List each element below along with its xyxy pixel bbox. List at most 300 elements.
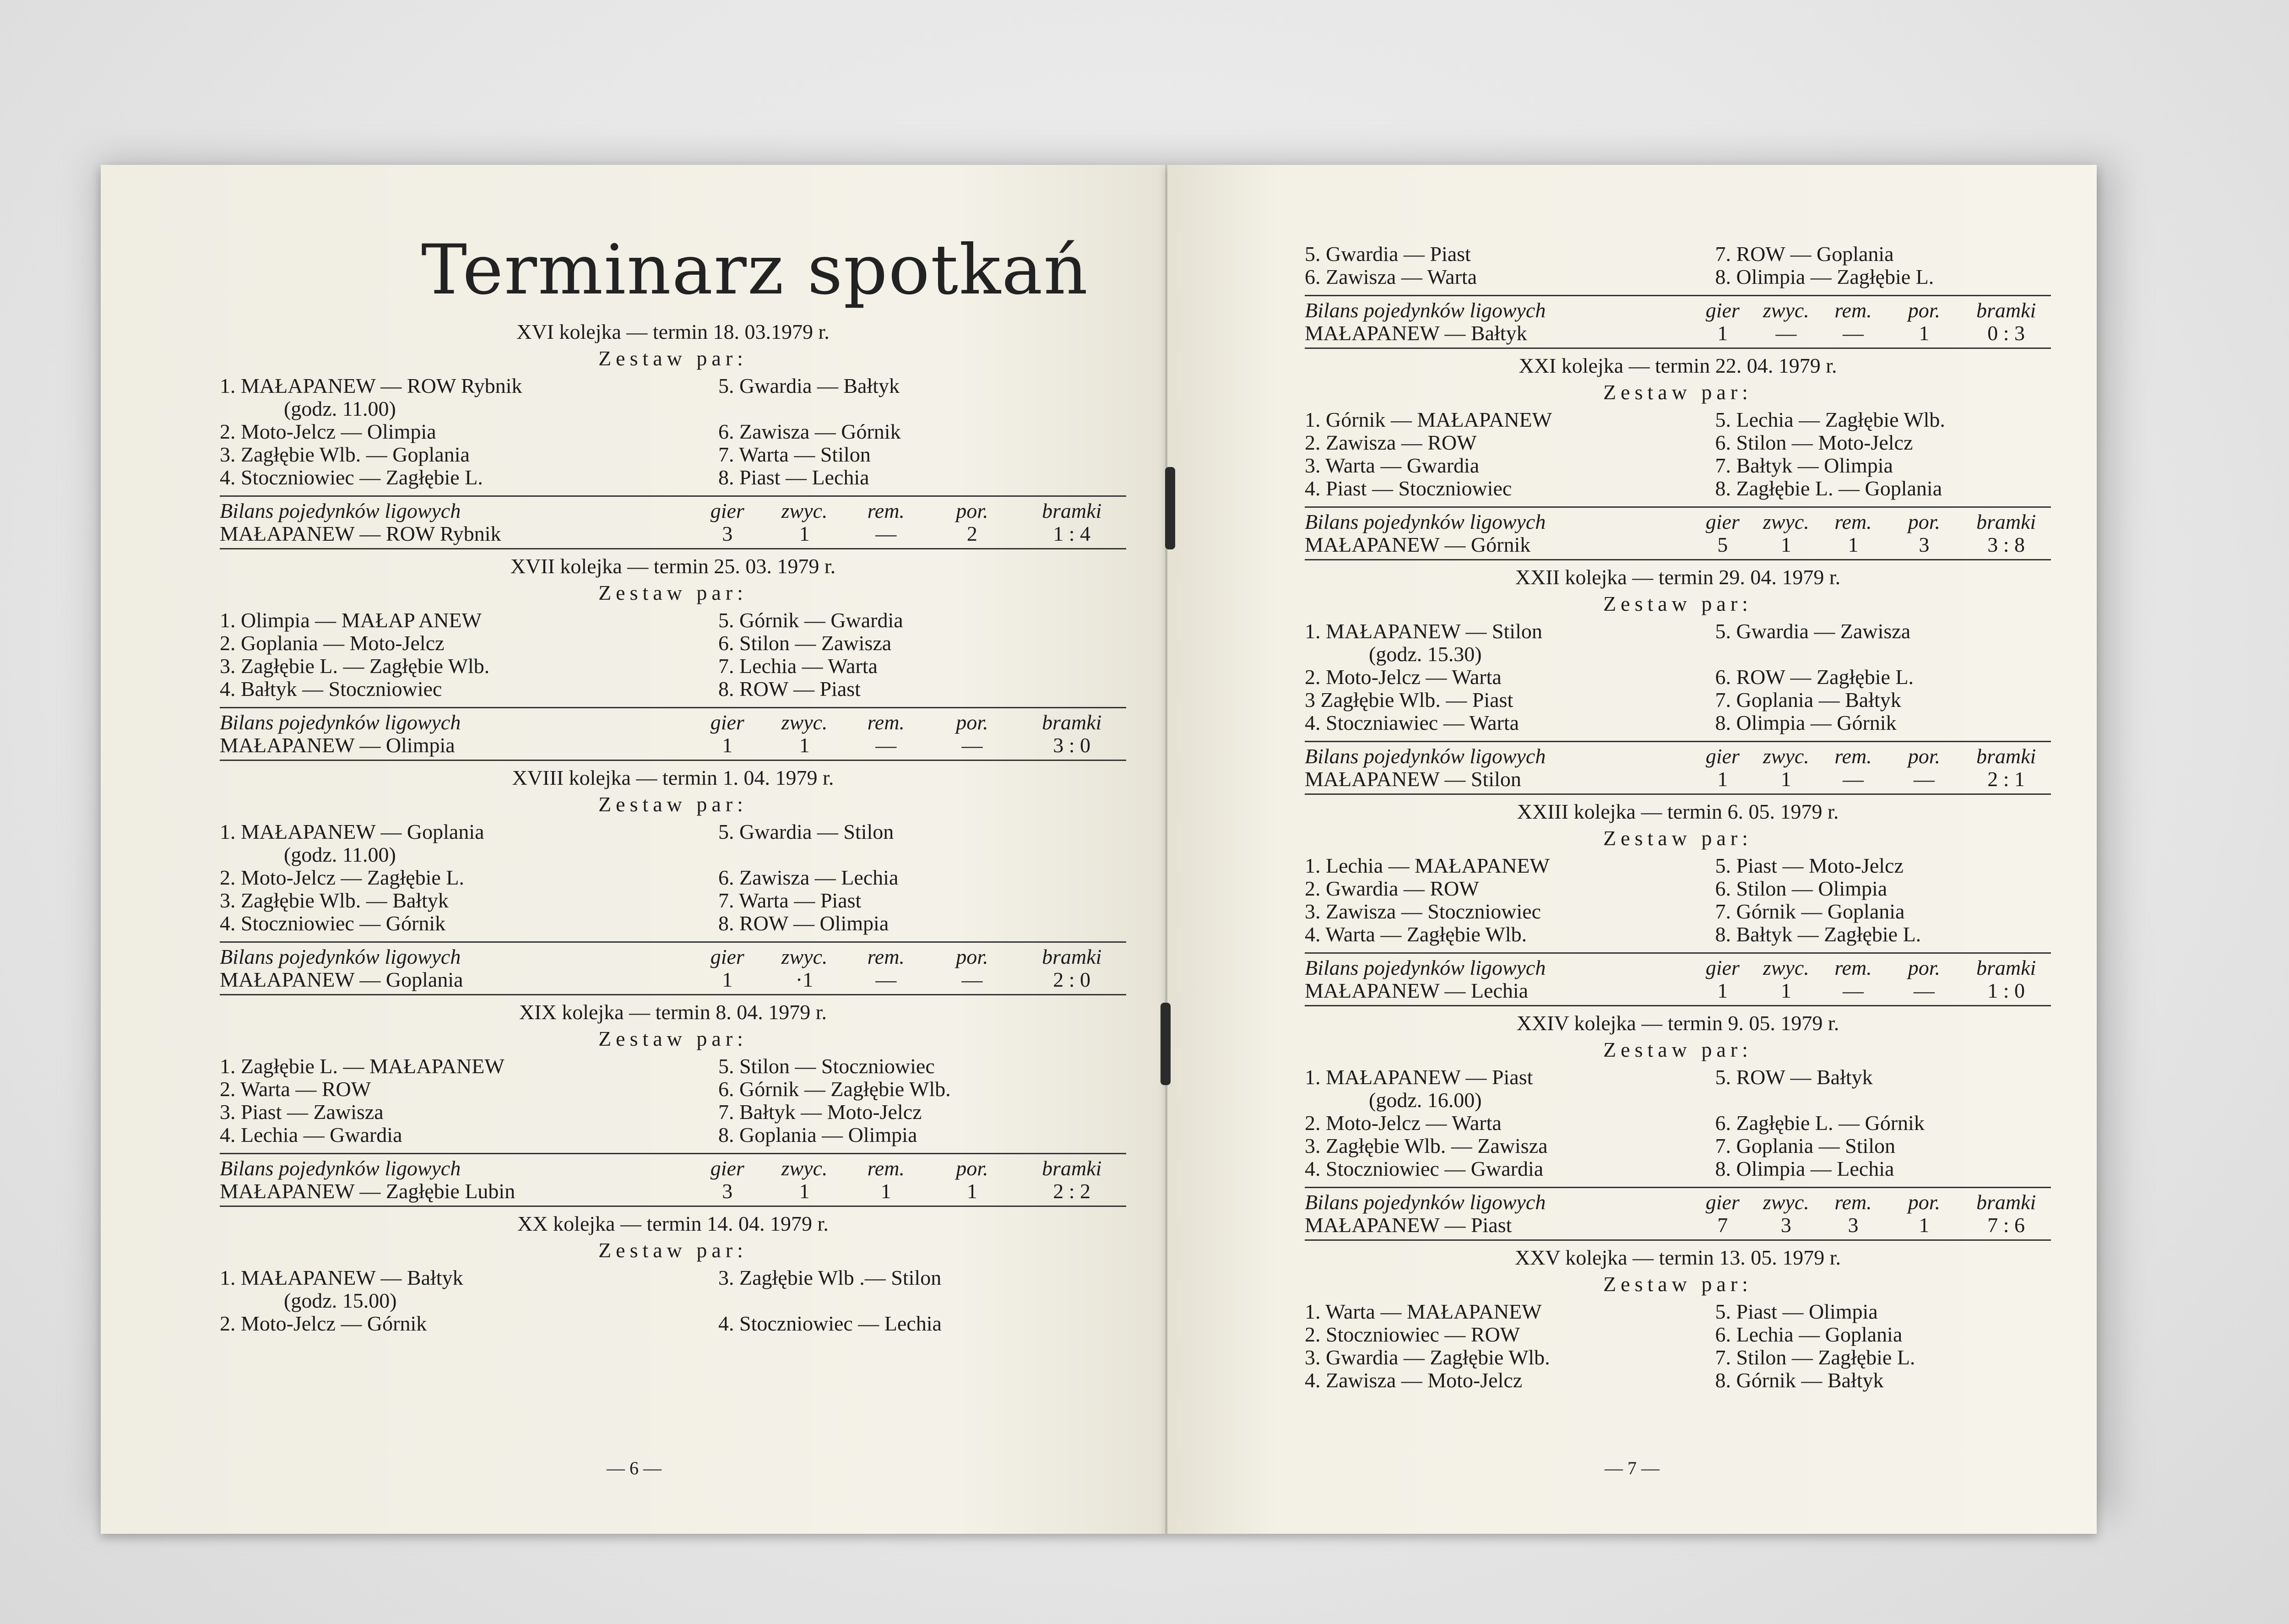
match-text: 6. Lechia — Goplania: [1715, 1323, 1903, 1346]
balance-header-zwyc: zwyc.: [1763, 299, 1809, 322]
match-text: 2. Moto-Jelcz — Olimpia: [220, 420, 436, 443]
match-text: 8. Górnik — Bałtyk: [1715, 1369, 1884, 1392]
balance-header-zwyc: zwyc.: [1763, 1190, 1809, 1214]
round-section: [1305, 1012, 2051, 1241]
pairs-label: Zestaw par:: [598, 347, 748, 370]
match-entry: [1715, 712, 2051, 734]
balance-label: Bilans pojedynków ligowych: [220, 1157, 461, 1180]
match-text: 8. Bałtyk — Zagłębie L.: [1715, 923, 1921, 946]
balance-team: MAŁAPANEW — Zagłębie Lubin: [220, 1179, 515, 1203]
balance-header-gier: gier: [1705, 299, 1740, 322]
balance-header-zwyc: zwyc.: [781, 945, 828, 968]
match-text: 6. Stilon — Zawisza: [718, 631, 892, 655]
balance-header-bramki: bramki: [1976, 956, 2036, 979]
match-text: 6. Zawisza — Warta: [1305, 265, 1477, 288]
pairs-label: Zestaw par:: [1603, 826, 1752, 850]
balance-value-bramki: 0 : 3: [1987, 321, 2025, 345]
match-entry: [718, 1078, 1126, 1101]
match-text: 5. Gwardia — Zawisza: [1715, 619, 1911, 643]
balance-value-gier: 1: [722, 968, 733, 991]
balance-header-por: por.: [956, 711, 988, 734]
match-text: 5. Gwardia — Stilon: [718, 820, 894, 843]
match-text: 6. Stilon — Moto-Jelcz: [1715, 431, 1913, 454]
balance-team: MAŁAPANEW — Bałtyk: [1305, 321, 1527, 345]
balance-value-zwyc: 3: [1780, 1213, 1791, 1237]
match-entry: [718, 1101, 1126, 1124]
pairs-label: Zestaw par:: [598, 793, 748, 816]
match-entry: [1305, 431, 1715, 454]
match-entry: [1715, 900, 2051, 923]
balance-header-rem: rem.: [1834, 956, 1872, 979]
balance-value-gier: 1: [722, 733, 733, 757]
page-number-left: — 6 —: [607, 1458, 662, 1478]
balance-header-bramki: bramki: [1041, 1157, 1102, 1180]
match-entry: [1305, 900, 1715, 923]
match-entry: [1715, 1112, 2051, 1135]
match-entry: [1305, 1066, 1715, 1112]
balance-header-rem: rem.: [1834, 744, 1872, 768]
balance-table: [1305, 506, 2051, 560]
continued-matches: [1305, 243, 2051, 288]
match-text: 8. Olimpia — Górnik: [1715, 711, 1897, 734]
match-entry: [1305, 1112, 1715, 1135]
staple-bottom: [1161, 1003, 1171, 1085]
balance-value-bramki: 7 : 6: [1987, 1213, 2025, 1237]
left-rounds: [220, 320, 1126, 1335]
match-text: 4. Stoczniowiec — Lechia: [718, 1312, 942, 1335]
match-entry: [1305, 477, 1715, 500]
match-text: 4. Stoczniowiec — Górnik: [220, 912, 446, 935]
match-text: 8. Goplania — Olimpia: [718, 1123, 917, 1146]
round-title: XVII kolejka — termin 25. 03. 1979 r.: [510, 554, 836, 578]
match-text: 7. Lechia — Warta: [718, 654, 878, 678]
balance-value-zwyc: 1: [1780, 533, 1791, 556]
balance-value-zwyc: 1: [1780, 767, 1791, 791]
match-entry: [718, 466, 1126, 489]
match-entry: [220, 375, 718, 420]
pairs-label: Zestaw par:: [598, 581, 748, 604]
balance-value-bramki: 1 : 0: [1987, 979, 2025, 1002]
balance-value-por: —: [961, 733, 983, 757]
match-entry: [1715, 1157, 2051, 1180]
match-entry: [1305, 1135, 1715, 1157]
balance-value-bramki: 2 : 0: [1053, 968, 1091, 991]
balance-header-por: por.: [1908, 510, 1941, 533]
match-entry: [1715, 431, 2051, 454]
round-title: XVI kolejka — termin 18. 03.1979 r.: [516, 320, 830, 343]
balance-label: Bilans pojedynków ligowych: [1305, 744, 1546, 768]
balance-label: Bilans pojedynków ligowych: [1305, 956, 1546, 979]
match-list: [1305, 854, 2051, 946]
balance-team: MAŁAPANEW — Górnik: [1305, 533, 1531, 556]
match-text: 5. Lechia — Zagłębie Wlb.: [1715, 408, 1945, 431]
match-entry: [718, 375, 1126, 420]
match-list: [220, 1055, 1126, 1146]
match-entry: [1305, 454, 1715, 477]
match-text: 8. Zagłębie L. — Goplania: [1715, 477, 1942, 500]
balance-value-por: —: [1913, 767, 1935, 791]
match-entry: [1305, 666, 1715, 689]
match-text: 3 Zagłębie Wlb. — Piast: [1305, 688, 1513, 712]
balance-header-bramki: bramki: [1976, 510, 2036, 533]
round-section: [220, 1212, 1126, 1335]
match-text: 6. ROW — Zagłębie L.: [1715, 665, 1914, 689]
match-entry: [220, 609, 718, 632]
match-entry: [1305, 1369, 1715, 1392]
balance-value-gier: 3: [722, 522, 733, 545]
balance-team: MAŁAPANEW — Lechia: [1305, 979, 1529, 1002]
match-time: (godz. 16.00): [1369, 1088, 1482, 1112]
match-entry: [718, 443, 1126, 466]
match-text: 2. Goplania — Moto-Jelcz: [220, 631, 445, 655]
match-text: 7. Bałtyk — Olimpia: [1715, 454, 1893, 477]
right-page-content: [1305, 243, 2051, 1392]
page-number-right: — 7 —: [1605, 1458, 1660, 1478]
match-text: 4. Lechia — Gwardia: [220, 1123, 402, 1146]
match-text: 4. Zawisza — Moto-Jelcz: [1305, 1369, 1523, 1392]
match-text: 3. Gwardia — Zagłębie Wlb.: [1305, 1346, 1550, 1369]
match-entry: [718, 655, 1126, 678]
balance-value-por: —: [961, 968, 983, 991]
balance-header-por: por.: [956, 945, 988, 968]
balance-table: [1305, 952, 2051, 1006]
balance-team: MAŁAPANEW — Stilon: [1305, 767, 1521, 791]
balance-value-zwyc: 1: [799, 733, 810, 757]
match-entry: [220, 678, 718, 701]
balance-header-rem: rem.: [1834, 510, 1872, 533]
match-entry: [1305, 1157, 1715, 1180]
match-list: [220, 1266, 1126, 1335]
balance-team: MAŁAPANEW — Piast: [1305, 1213, 1512, 1237]
balance-value-gier: 3: [722, 1179, 733, 1203]
match-entry: [1305, 877, 1715, 900]
match-list: [1305, 1066, 2051, 1180]
match-entry: [1715, 1066, 2051, 1112]
balance-team: MAŁAPANEW — ROW Rybnik: [220, 522, 501, 545]
match-text: 3. Zagłębie L. — Zagłębie Wlb.: [220, 654, 490, 678]
match-text: 2. Moto-Jelcz — Górnik: [220, 1312, 427, 1335]
balance-value-zwyc: ·1: [795, 968, 814, 991]
pairs-label: Zestaw par:: [1603, 1272, 1752, 1296]
match-entry: [1715, 408, 2051, 431]
match-entry: [220, 466, 718, 489]
match-text: 7. Goplania — Stilon: [1715, 1134, 1896, 1157]
balance-label: Bilans pojedynków ligowych: [1305, 510, 1546, 533]
match-text: 1. MAŁAPANEW — Goplania: [220, 820, 484, 843]
match-text: 5. Piast — Moto-Jelcz: [1715, 854, 1904, 877]
balance-header-por: por.: [1908, 956, 1941, 979]
match-entry: [1715, 266, 2051, 288]
balance-header-gier: gier: [1705, 510, 1740, 533]
balance-value-por: 3: [1919, 533, 1930, 556]
continued-balance: [1305, 295, 2051, 349]
match-entry: [718, 912, 1126, 935]
match-entry: [718, 609, 1126, 632]
match-text: 6. Zagłębie L. — Górnik: [1715, 1111, 1925, 1135]
page-title: Terminarz spotkań: [421, 230, 1089, 310]
round-section: [1305, 566, 2051, 795]
match-text: 1. Warta — MAŁAPANEW: [1305, 1300, 1542, 1323]
match-text: 3. Warta — Gwardia: [1305, 454, 1480, 477]
pairs-label: Zestaw par:: [1603, 592, 1752, 615]
match-entry: [220, 443, 718, 466]
match-text: 7. ROW — Goplania: [1715, 242, 1894, 266]
match-entry: [1715, 666, 2051, 689]
match-text: 3. Zagłębie Wlb. — Bałtyk: [220, 889, 449, 912]
match-entry: [1715, 1323, 2051, 1346]
balance-header-por: por.: [1908, 299, 1941, 322]
pairs-label: Zestaw par:: [1603, 380, 1752, 404]
balance-team: MAŁAPANEW — Olimpia: [220, 733, 455, 757]
match-text: 8. Olimpia — Lechia: [1715, 1157, 1894, 1180]
match-text: 5. Piast — Olimpia: [1715, 1300, 1878, 1323]
match-entry: [1305, 712, 1715, 734]
balance-header-gier: gier: [710, 1157, 744, 1180]
match-entry: [1305, 923, 1715, 946]
round-title: XVIII kolejka — termin 1. 04. 1979 r.: [512, 766, 834, 789]
match-text: 3. Zawisza — Stoczniowiec: [1305, 900, 1541, 923]
match-entry: [220, 912, 718, 935]
match-entry: [718, 420, 1126, 443]
balance-table: [1305, 295, 2051, 349]
round-title: XXIV kolejka — termin 9. 05. 1979 r.: [1516, 1011, 1839, 1035]
balance-label: Bilans pojedynków ligowych: [220, 945, 461, 968]
match-text: 1. Górnik — MAŁAPANEW: [1305, 408, 1552, 431]
balance-header-zwyc: zwyc.: [1763, 510, 1809, 533]
match-text: 4. Warta — Zagłębie Wlb.: [1305, 923, 1527, 946]
match-entry: [220, 1101, 718, 1124]
balance-header-gier: gier: [1705, 744, 1740, 768]
match-entry: [718, 889, 1126, 912]
match-text: 4. Stoczniowiec — Gwardia: [1305, 1157, 1544, 1180]
balance-value-bramki: 3 : 0: [1053, 733, 1091, 757]
left-page-content: [220, 230, 1126, 1335]
balance-label: Bilans pojedynków ligowych: [220, 499, 461, 522]
match-entry: [1305, 1323, 1715, 1346]
balance-value-gier: 1: [1717, 979, 1728, 1002]
match-text: 3. Piast — Zawisza: [220, 1100, 384, 1124]
balance-label: Bilans pojedynków ligowych: [220, 711, 461, 734]
balance-header-gier: gier: [1705, 1190, 1740, 1214]
match-entry: [1305, 689, 1715, 712]
match-entry: [220, 1266, 718, 1312]
balance-header-por: por.: [1908, 1190, 1941, 1214]
match-text: 1. Olimpia — MAŁAP ANEW: [220, 608, 482, 632]
balance-value-rem: —: [875, 968, 897, 991]
match-entry: [220, 655, 718, 678]
match-entry: [1715, 620, 2051, 666]
match-text: 6. Górnik — Zagłębie Wlb.: [718, 1077, 951, 1101]
match-text: 2. Moto-Jelcz — Warta: [1305, 1111, 1502, 1135]
staple-top: [1165, 467, 1175, 549]
balance-value-rem: 1: [1848, 533, 1859, 556]
match-entry: [1715, 1300, 2051, 1323]
right-rounds: [1305, 354, 2051, 1392]
match-entry: [220, 820, 718, 866]
balance-value-zwyc: 1: [1780, 979, 1791, 1002]
match-text: 5. Górnik — Gwardia: [718, 608, 903, 632]
match-entry: [1305, 1346, 1715, 1369]
balance-table: [1305, 741, 2051, 795]
right-page: [1167, 165, 2097, 1534]
match-text: 1. MAŁAPANEW — Stilon: [1305, 619, 1542, 643]
match-text: 8. Piast — Lechia: [718, 466, 869, 489]
match-text: 7. Goplania — Bałtyk: [1715, 688, 1901, 712]
balance-header-rem: rem.: [1834, 299, 1872, 322]
balance-label: Bilans pojedynków ligowych: [1305, 1190, 1546, 1214]
balance-value-rem: —: [1843, 321, 1864, 345]
round-title: XX kolejka — termin 14. 04. 1979 r.: [517, 1212, 829, 1235]
match-entry: [220, 1312, 718, 1335]
match-text: 5. Gwardia — Piast: [1305, 242, 1471, 266]
balance-value-rem: 3: [1848, 1213, 1859, 1237]
match-text: 1. MAŁAPANEW — ROW Rybnik: [220, 374, 522, 397]
balance-header-gier: gier: [710, 711, 744, 734]
match-entry: [220, 1078, 718, 1101]
balance-table: [220, 941, 1126, 995]
balance-header-zwyc: zwyc.: [781, 499, 828, 522]
match-entry: [718, 1266, 1126, 1312]
match-time: (godz. 15.00): [284, 1289, 397, 1312]
balance-header-gier: gier: [710, 945, 744, 968]
match-entry: [1715, 1369, 2051, 1392]
match-entry: [220, 632, 718, 655]
match-entry: [1715, 1135, 2051, 1157]
balance-header-bramki: bramki: [1041, 711, 1102, 734]
match-text: 8. ROW — Olimpia: [718, 912, 889, 935]
match-entry: [1305, 266, 1715, 288]
balance-value-rem: 1: [880, 1179, 891, 1203]
balance-header-zwyc: zwyc.: [1763, 956, 1809, 979]
balance-value-zwyc: 1: [799, 1179, 810, 1203]
balance-header-zwyc: zwyc.: [781, 1157, 828, 1180]
match-text: 5. Gwardia — Bałtyk: [718, 374, 900, 397]
balance-value-rem: —: [875, 733, 897, 757]
balance-value-gier: 1: [1717, 767, 1728, 791]
match-text: 1. Zagłębie L. — MAŁAPANEW: [220, 1054, 504, 1078]
balance-table: [220, 707, 1126, 761]
balance-value-gier: 1: [1717, 321, 1728, 345]
balance-header-rem: rem.: [867, 711, 905, 734]
balance-value-bramki: 2 : 1: [1987, 767, 2025, 791]
balance-value-bramki: 2 : 2: [1053, 1179, 1091, 1203]
match-entry: [1305, 620, 1715, 666]
match-time: (godz. 11.00): [284, 397, 396, 420]
round-title: XXII kolejka — termin 29. 04. 1979 r.: [1515, 565, 1841, 589]
round-title: XXI kolejka — termin 22. 04. 1979 r.: [1519, 354, 1837, 377]
match-entry: [718, 820, 1126, 866]
balance-header-bramki: bramki: [1976, 299, 2036, 322]
match-entry: [718, 1124, 1126, 1146]
match-text: 2. Warta — ROW: [220, 1077, 371, 1101]
balance-value-gier: 7: [1717, 1213, 1728, 1237]
balance-label: Bilans pojedynków ligowych: [1305, 299, 1546, 322]
balance-table: [220, 495, 1126, 549]
pairs-label: Zestaw par:: [598, 1238, 748, 1262]
match-entry: [1305, 854, 1715, 877]
match-entry: [718, 1312, 1126, 1335]
round-section: [1305, 354, 2051, 560]
match-text: 6. Stilon — Olimpia: [1715, 877, 1888, 900]
round-section: [1305, 1246, 2051, 1392]
match-text: 4. Piast — Stoczniowiec: [1305, 477, 1512, 500]
balance-table: [220, 1153, 1126, 1207]
match-text: 7. Warta — Piast: [718, 889, 862, 912]
match-text: 7. Górnik — Goplania: [1715, 900, 1905, 923]
match-text: 6. Zawisza — Górnik: [718, 420, 901, 443]
match-entry: [718, 632, 1126, 655]
match-text: 1. MAŁAPANEW — Piast: [1305, 1065, 1533, 1089]
match-text: 3. Zagłębie Wlb .— Stilon: [718, 1266, 942, 1289]
match-list: [220, 609, 1126, 701]
match-entry: [1305, 408, 1715, 431]
match-entry: [220, 420, 718, 443]
round-title: XXIII kolejka — termin 6. 05. 1979 r.: [1517, 800, 1839, 823]
match-list: [1305, 1300, 2051, 1392]
round-title: XIX kolejka — termin 8. 04. 1979 r.: [519, 1000, 827, 1024]
pairs-label: Zestaw par:: [598, 1027, 748, 1050]
balance-value-por: 1: [1919, 321, 1930, 345]
balance-header-rem: rem.: [867, 1157, 905, 1180]
match-text: 2. Moto-Jelcz — Zagłębie L.: [220, 866, 464, 889]
balance-header-bramki: bramki: [1041, 499, 1102, 522]
match-entry: [220, 889, 718, 912]
match-entry: [1715, 477, 2051, 500]
match-text: 8. ROW — Piast: [718, 677, 861, 701]
balance-header-gier: gier: [710, 499, 744, 522]
match-text: 7. Bałtyk — Moto-Jelcz: [718, 1100, 922, 1124]
round-section: [220, 555, 1126, 761]
pairs-label: Zestaw par:: [1603, 1038, 1752, 1061]
match-time: (godz. 15.30): [1369, 642, 1482, 666]
balance-header-rem: rem.: [867, 499, 905, 522]
balance-header-por: por.: [956, 1157, 988, 1180]
match-entry: [1305, 1300, 1715, 1323]
balance-header-rem: rem.: [867, 945, 905, 968]
match-text: 4. Bałtyk — Stoczniowiec: [220, 677, 442, 701]
match-text: 7. Stilon — Zagłębie L.: [1715, 1346, 1915, 1369]
match-entry: [718, 866, 1126, 889]
match-text: 1. Lechia — MAŁAPANEW: [1305, 854, 1550, 877]
balance-value-por: 1: [1919, 1213, 1930, 1237]
match-text: 8. Olimpia — Zagłębie L.: [1715, 265, 1934, 288]
round-section: [220, 766, 1126, 995]
match-entry: [1305, 243, 1715, 266]
match-entry: [220, 1055, 718, 1078]
match-text: 3. Zagłębie Wlb. — Goplania: [220, 443, 470, 466]
match-list: [1305, 408, 2051, 500]
balance-value-rem: —: [1843, 979, 1864, 1002]
balance-table: [1305, 1187, 2051, 1241]
match-entry: [1715, 854, 2051, 877]
match-entry: [1715, 689, 2051, 712]
balance-value-por: 2: [966, 522, 977, 545]
match-text: 3. Zagłębie Wlb. — Zawisza: [1305, 1134, 1548, 1157]
balance-value-por: 1: [966, 1179, 977, 1203]
balance-value-bramki: 3 : 8: [1987, 533, 2025, 556]
match-text: 6. Zawisza — Lechia: [718, 866, 899, 889]
match-entry: [1715, 454, 2051, 477]
match-entry: [1715, 1346, 2051, 1369]
balance-header-zwyc: zwyc.: [781, 711, 828, 734]
match-time: (godz. 11.00): [284, 843, 396, 866]
match-text: 2. Stoczniowiec — ROW: [1305, 1323, 1520, 1346]
balance-team: MAŁAPANEW — Goplania: [220, 968, 463, 991]
match-text: 5. Stilon — Stoczniowiec: [718, 1054, 935, 1078]
balance-value-bramki: 1 : 4: [1053, 522, 1091, 545]
match-text: 1. MAŁAPANEW — Bałtyk: [220, 1266, 463, 1289]
balance-value-zwyc: 1: [799, 522, 810, 545]
